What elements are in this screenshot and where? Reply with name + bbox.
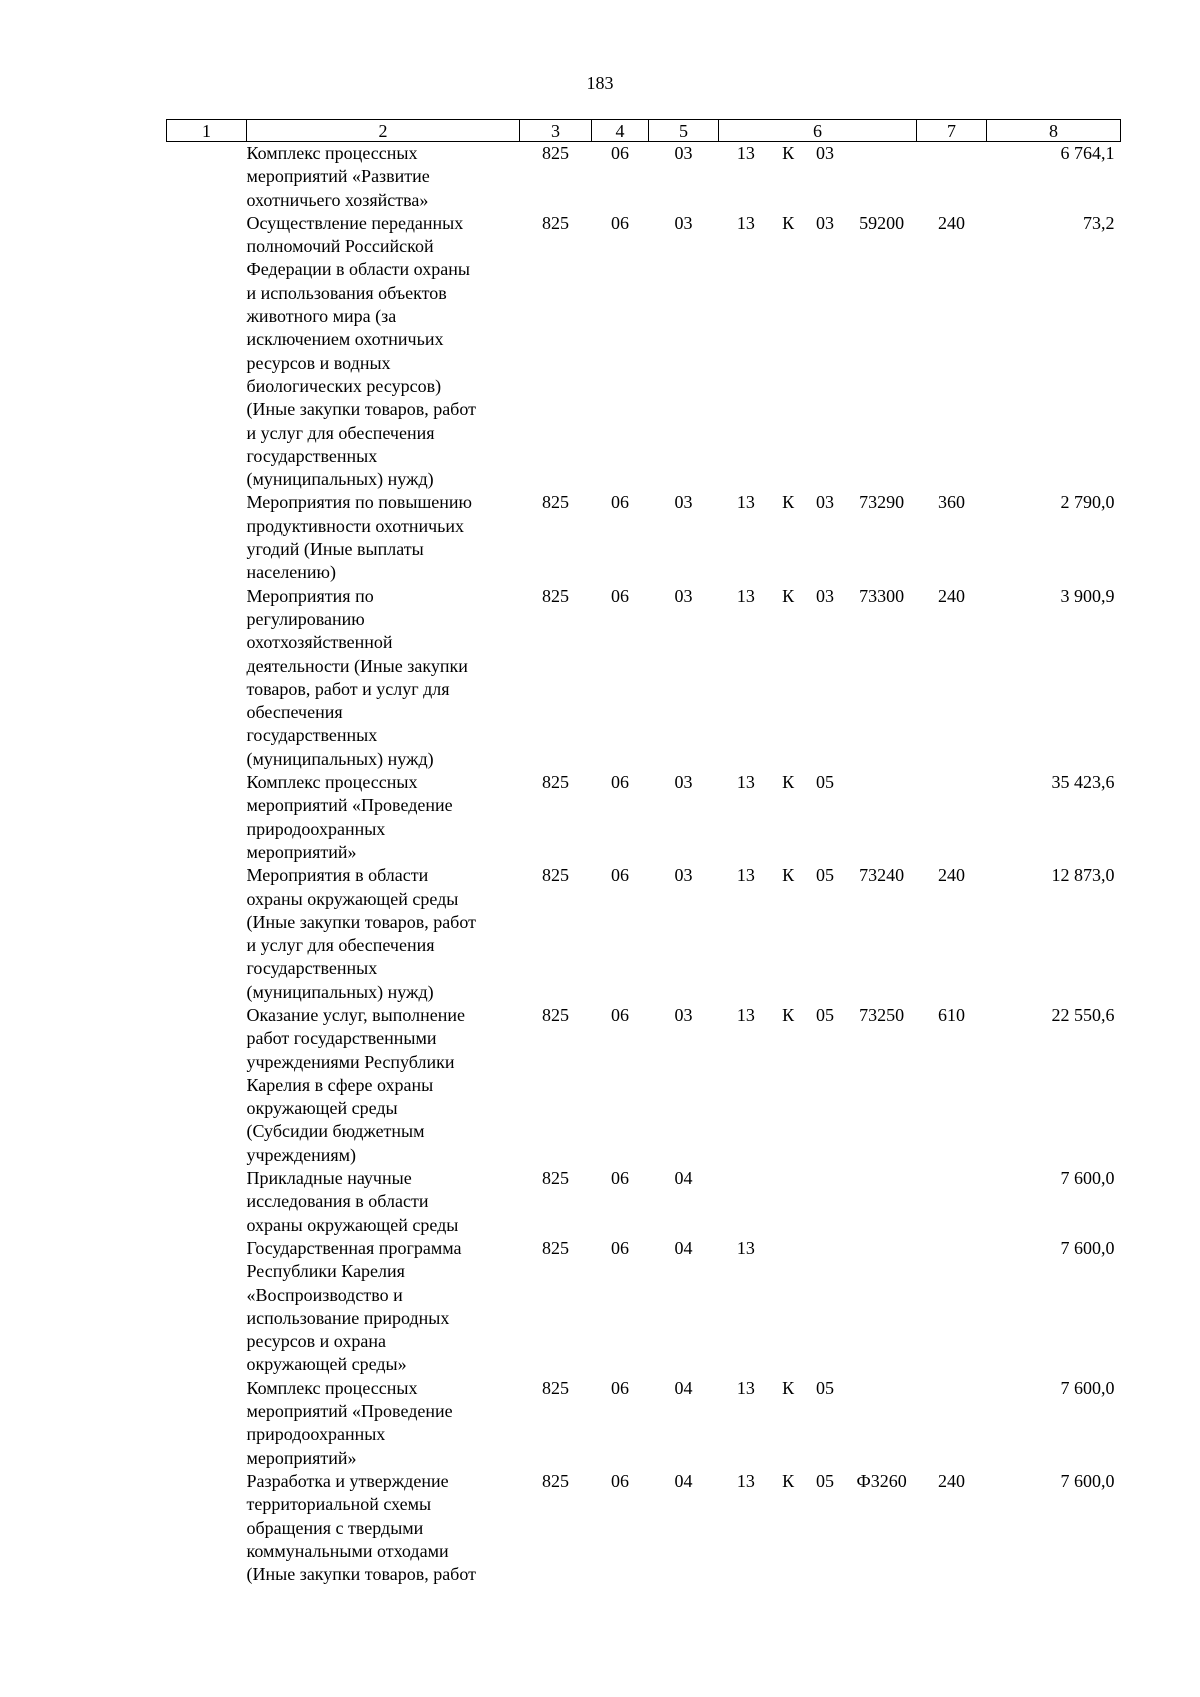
amount-value: 7 600,0 <box>1060 1470 1115 1491</box>
header-cell: 3 <box>520 120 592 142</box>
amount-value: 12 873,0 <box>1051 865 1115 886</box>
program-code: 13 <box>736 1237 755 1258</box>
description-line: Федерации в области охраны <box>246 259 470 280</box>
expense-type-code: 240 <box>938 212 965 233</box>
row-description <box>247 1167 520 1237</box>
table-row <box>167 1377 1121 1470</box>
program-code: 13 <box>736 772 755 793</box>
code-section: 06 <box>611 1377 629 1398</box>
description-line: Государственная программа <box>246 1237 462 1258</box>
code-section: 06 <box>611 212 629 233</box>
expense-type-code: 240 <box>938 865 965 886</box>
description-line: мероприятий «Проведение <box>246 1401 453 1422</box>
code-subsection: 03 <box>674 212 693 233</box>
header-cell: 2 <box>247 120 520 142</box>
subprogram-letter: К <box>782 1004 795 1025</box>
code-section: 06 <box>611 585 629 606</box>
description-line: населению) <box>246 562 336 583</box>
description-line: продуктивности охотничьих <box>246 515 465 536</box>
description-line: животного мира (за <box>246 306 397 327</box>
description-line: Мероприятия в области <box>246 865 429 886</box>
complex-code: 03 <box>815 492 834 513</box>
header-cell: 8 <box>987 120 1121 142</box>
description-line: (Иные закупки товаров, работ <box>246 911 476 932</box>
description-line: Комплекс процессных <box>246 143 418 163</box>
description-line: окружающей среды <box>246 1098 398 1119</box>
amount-value: 6 764,1 <box>1060 143 1115 163</box>
row-description <box>247 491 520 584</box>
empty-cell <box>167 1004 247 1167</box>
empty-cell <box>167 142 247 212</box>
complex-code: 05 <box>815 772 834 793</box>
target-article-code <box>719 585 917 771</box>
target-article-code <box>719 491 917 584</box>
description-line: (муниципальных) нужд) <box>246 469 434 490</box>
target-article-code <box>719 212 917 492</box>
program-code: 13 <box>736 492 755 513</box>
target-article-code <box>719 771 917 864</box>
empty-cell <box>167 1167 247 1237</box>
direction-code: 73250 <box>859 1004 905 1025</box>
amount-value: 7 600,0 <box>1060 1377 1115 1398</box>
table-row <box>167 864 1121 1004</box>
expense-type-code <box>917 1377 987 1470</box>
complex-code: 03 <box>815 143 834 163</box>
code-ministry: 825 <box>542 143 569 163</box>
description-line: государственных <box>246 958 378 979</box>
program-code: 13 <box>736 1377 755 1398</box>
description-line: обращения с твердыми <box>246 1517 424 1538</box>
row-description <box>247 1377 520 1470</box>
expense-type-code <box>917 142 987 212</box>
complex-code: 05 <box>815 865 834 886</box>
code-section: 06 <box>611 1168 629 1189</box>
description-line: угодий (Иные выплаты <box>246 539 424 560</box>
target-article-code <box>719 1167 917 1237</box>
code-ministry: 825 <box>542 865 569 886</box>
direction-code <box>847 771 917 794</box>
direction-code <box>847 1237 917 1260</box>
expense-type-code <box>917 771 987 864</box>
description-line: природоохранных <box>246 818 386 839</box>
program-code: 13 <box>736 143 755 163</box>
subprogram-letter: К <box>782 1470 795 1491</box>
description-line: Карелия в сфере охраны <box>246 1074 434 1095</box>
row-description <box>247 1470 520 1586</box>
subprogram-letter: К <box>782 585 795 606</box>
row-description <box>247 771 520 864</box>
complex-code: 05 <box>815 1470 834 1491</box>
code-section: 06 <box>611 1004 629 1025</box>
complex-code: 05 <box>815 1377 834 1398</box>
description-line: товаров, работ и услуг для <box>246 678 450 699</box>
header-cell: 6 <box>719 120 917 142</box>
code-ministry: 825 <box>542 492 569 513</box>
description-line: учреждениями Республики <box>246 1051 455 1072</box>
description-line: мероприятий» <box>246 1447 357 1468</box>
subprogram-letter: К <box>782 212 795 233</box>
row-description <box>247 585 520 771</box>
table-row <box>167 1004 1121 1167</box>
code-ministry: 825 <box>542 772 569 793</box>
amount-value: 3 900,9 <box>1060 585 1115 606</box>
subprogram-letter: К <box>782 1377 795 1398</box>
target-article-code <box>719 1470 917 1586</box>
complex-code: 05 <box>815 1004 834 1025</box>
table-row <box>167 212 1121 492</box>
amount-value: 7 600,0 <box>1060 1168 1115 1189</box>
description-line: биологических ресурсов) <box>246 375 442 396</box>
complex-code <box>803 1237 847 1260</box>
subprogram-letter: К <box>782 865 795 886</box>
empty-cell <box>167 585 247 771</box>
description-line: государственных <box>246 445 378 466</box>
description-line: коммунальными отходами <box>246 1540 449 1561</box>
expense-type-code: 240 <box>938 1470 965 1491</box>
code-ministry: 825 <box>542 1377 569 1398</box>
direction-code <box>847 142 917 165</box>
description-line: Комплекс процессных <box>246 1377 418 1398</box>
subprogram-letter <box>773 1237 803 1260</box>
code-section: 06 <box>611 772 629 793</box>
table-header-row <box>167 120 1121 142</box>
row-description <box>247 864 520 1004</box>
header-cell: 7 <box>917 120 987 142</box>
description-line: мероприятий «Проведение <box>246 795 453 816</box>
description-line: (Субсидии бюджетным <box>246 1121 425 1142</box>
subprogram-letter: К <box>782 772 795 793</box>
page-number: 183 <box>586 73 614 93</box>
amount-value: 2 790,0 <box>1060 492 1115 513</box>
empty-cell <box>167 1237 247 1377</box>
code-subsection: 04 <box>674 1168 693 1189</box>
empty-cell <box>167 1470 247 1586</box>
target-article-code <box>719 1004 917 1167</box>
description-line: Оказание услуг, выполнение <box>246 1004 465 1025</box>
description-line: (муниципальных) нужд) <box>246 748 434 769</box>
budget-table <box>166 119 1121 1586</box>
direction-code: 73290 <box>859 492 905 513</box>
row-description <box>247 212 520 492</box>
code-subsection: 03 <box>674 772 693 793</box>
expense-type-code: 240 <box>938 585 965 606</box>
expense-type-code: 610 <box>938 1004 965 1025</box>
program-code: 13 <box>736 585 755 606</box>
subprogram-letter: К <box>782 143 795 163</box>
description-line: Республики Карелия <box>246 1261 405 1282</box>
direction-code: 59200 <box>859 212 905 233</box>
description-line: исключением охотничьих <box>246 329 444 350</box>
description-line: мероприятий «Развитие <box>246 166 430 187</box>
description-line: и использования объектов <box>246 282 447 303</box>
code-ministry: 825 <box>542 1168 569 1189</box>
program-code: 13 <box>736 1470 755 1491</box>
table-row <box>167 771 1121 864</box>
description-line: исследования в области <box>246 1191 429 1212</box>
description-line: учреждениям) <box>246 1144 357 1165</box>
description-line: работ государственными <box>246 1028 437 1049</box>
expense-type-code <box>917 1167 987 1237</box>
description-line: и услуг для обеспечения <box>246 422 435 443</box>
description-line: Мероприятия по повышению <box>246 492 473 513</box>
code-section: 06 <box>611 1237 629 1258</box>
table-row <box>167 142 1121 212</box>
code-section: 06 <box>611 1470 629 1491</box>
code-ministry: 825 <box>542 1470 569 1491</box>
target-article-code <box>719 142 917 212</box>
program-code: 13 <box>736 212 755 233</box>
code-subsection: 03 <box>674 865 693 886</box>
header-cell: 4 <box>592 120 649 142</box>
empty-cell <box>167 864 247 1004</box>
table-row <box>167 491 1121 584</box>
code-ministry: 825 <box>542 585 569 606</box>
direction-code: Ф3260 <box>856 1470 907 1491</box>
code-subsection: 04 <box>674 1470 693 1491</box>
table-row <box>167 1167 1121 1237</box>
description-line: и услуг для обеспечения <box>246 935 435 956</box>
header-cell: 5 <box>649 120 719 142</box>
description-line: обеспечения <box>246 702 343 723</box>
description-line: окружающей среды» <box>246 1354 407 1375</box>
description-line: Мероприятия по <box>246 585 374 606</box>
description-line: Комплекс процессных <box>246 772 418 793</box>
subprogram-letter: К <box>782 492 795 513</box>
description-line: регулированию <box>246 608 365 629</box>
code-subsection: 03 <box>674 143 693 163</box>
description-line: охраны окружающей среды <box>246 888 459 909</box>
code-subsection: 03 <box>674 585 693 606</box>
description-line: охотничьего хозяйства» <box>246 189 429 210</box>
description-line: Осуществление переданных <box>246 212 464 233</box>
table-row <box>167 585 1121 771</box>
expense-type-code <box>917 1237 987 1377</box>
code-ministry: 825 <box>542 1004 569 1025</box>
target-article-code <box>719 864 917 1004</box>
amount-value: 35 423,6 <box>1051 772 1115 793</box>
empty-cell <box>167 491 247 584</box>
direction-code: 73300 <box>859 585 905 606</box>
target-article-code <box>719 1377 917 1470</box>
description-line: государственных <box>246 725 378 746</box>
amount-value: 73,2 <box>1083 212 1115 233</box>
program-code: 13 <box>736 1004 755 1025</box>
code-subsection: 04 <box>674 1377 693 1398</box>
code-ministry: 825 <box>542 212 569 233</box>
program-code: 13 <box>736 865 755 886</box>
description-line: ресурсов и водных <box>246 352 391 373</box>
code-subsection: 03 <box>674 1004 693 1025</box>
expense-type-code: 360 <box>938 492 965 513</box>
code-ministry: 825 <box>542 1237 569 1258</box>
direction-code <box>847 1377 917 1400</box>
description-line: ресурсов и охрана <box>246 1331 386 1352</box>
code-section: 06 <box>611 492 629 513</box>
description-line: мероприятий» <box>246 841 357 862</box>
description-line: охраны окружающей среды <box>246 1214 459 1235</box>
description-line: деятельности (Иные закупки <box>246 655 468 676</box>
code-section: 06 <box>611 143 629 163</box>
description-line: полномочий Российской <box>246 236 434 257</box>
code-subsection: 04 <box>674 1237 693 1258</box>
target-article-code <box>719 1237 917 1377</box>
empty-cell <box>167 212 247 492</box>
description-line: «Воспроизводство и <box>246 1284 403 1305</box>
description-line: Разработка и утверждение <box>246 1470 449 1491</box>
description-line: (муниципальных) нужд) <box>246 981 434 1002</box>
table-row <box>167 1237 1121 1377</box>
empty-cell <box>167 1377 247 1470</box>
row-description <box>247 1004 520 1167</box>
direction-code: 73240 <box>859 865 905 886</box>
description-line: (Иные закупки товаров, работ <box>246 399 476 420</box>
row-description <box>247 1237 520 1377</box>
description-line: Прикладные научные <box>246 1168 412 1189</box>
code-subsection: 03 <box>674 492 693 513</box>
header-cell: 1 <box>167 120 247 142</box>
amount-value: 7 600,0 <box>1060 1237 1115 1258</box>
description-line: природоохранных <box>246 1424 386 1445</box>
amount-value: 22 550,6 <box>1051 1004 1115 1025</box>
description-line: (Иные закупки товаров, работ <box>246 1564 476 1585</box>
code-section: 06 <box>611 865 629 886</box>
empty-cell <box>167 771 247 864</box>
table-row <box>167 1470 1121 1586</box>
description-line: охотхозяйственной <box>246 632 393 653</box>
complex-code: 03 <box>815 212 834 233</box>
description-line: территориальной схемы <box>246 1494 432 1515</box>
complex-code: 03 <box>815 585 834 606</box>
description-line: использование природных <box>246 1307 450 1328</box>
row-description <box>247 142 520 212</box>
